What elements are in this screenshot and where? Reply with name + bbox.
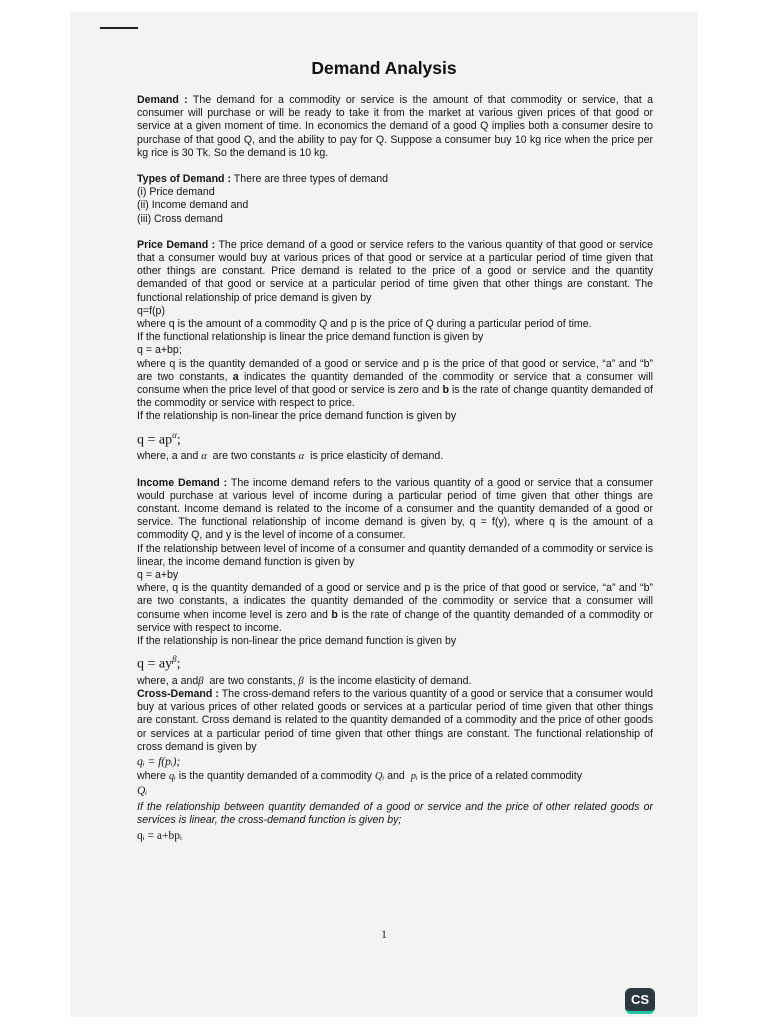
income-demand-linear-where: where, q is the quantity demanded of a good or service and p is the price of that good or service, “a” and “b” are two constants, a indicates the quantity demanded of the commodity or service that a consumer will consume when income level is zero and b is the rate of change of the quantity demanded of a commodity or service with respect to income. — [137, 582, 653, 634]
types-label: Types of Demand : — [137, 173, 231, 186]
cross-demand-label: Cross-Demand : — [137, 688, 219, 701]
price-demand-label: Price Demand : — [137, 238, 216, 251]
price-demand-text: The price demand of a good or service refers to the various quantity of that good or service that a consumer would buy at various prices of that good or service at a particular period of time given that other things are constant. Price demand is related to the price of a good or service and the quantity demanded of that good or service at a particular period of time given that other things are constant. The functional relationship of price demand is given by — [137, 238, 653, 304]
types-item: (i) Price demand — [137, 186, 215, 199]
demand-label: Demand : — [137, 94, 188, 106]
types-item: (ii) Income demand and — [137, 199, 249, 212]
demand-text: The demand for a commodity or service is the amount of that commodity or service, that a consumer will purchase or will be ready to take it from the market at various given prices of that good or service at a given moment of time. In economics the demand of a good Q implies both a consumer desire to purchase of that good Q, and the ability to pay for Q. Suppose a consumer buy 10 kg rice when the price per kg rice is 30 Tk. So the demand is 10 kg. — [137, 94, 653, 159]
cross-demand-where: where qᵢ is the quantity demanded of a commodity Qᵢ and pᵢ is the price of a related commodity — [137, 770, 582, 783]
pen-mark — [100, 27, 138, 29]
income-demand-linear-intro: If the relationship between level of income of a consumer and quantity demanded of a commodity or service is linear, the income demand function is given by — [137, 542, 653, 568]
cross-demand-text: The cross-demand refers to the various quantity of a good or service that a consumer would buy at various prices of other related goods or services at a particular period of time given that other things are constant. Cross demand is related to the quantity demanded of a commodity and the price of other goods or services at a particular period of time given that other things are constant. The functional relationship of cross demand is given by — [137, 688, 653, 753]
income-demand-nonlinear-where: where, a andβ are two constants, β is the income elasticity of demand. — [137, 674, 472, 687]
income-demand-text: The income demand refers to the various quantity of a good or service that a consumer would purchase at various level of income during a particular period of time given that other things are constant. Income demand is related to the income of a consumer and the quantity demanded of a good or service. The functional relationship of income demand is given by, q = f(y), where q is the amount of a commodity Q, and y is the level of income of a consumer. — [137, 476, 653, 542]
types-heading — [137, 173, 653, 186]
price-demand-nonlinear-intro: If the relationship is non-linear the price demand function is given by — [137, 410, 457, 423]
cross-demand-linear-intro: If the relationship between quantity demanded of a good or service and the price of other related goods or services is linear, the cross-demand function is given by; — [137, 801, 653, 827]
types-item: (iii) Cross demand — [137, 212, 223, 225]
price-demand-linear-intro: If the functional relationship is linear the price demand function is given by — [137, 331, 484, 344]
income-demand-paragraph — [137, 477, 653, 543]
price-demand-nonlinear-where: where, a and α are two constants α is price elasticity of demand. — [137, 450, 444, 463]
page-title: Demand Analysis — [311, 58, 457, 78]
cross-demand-linear-equation: qᵢ = a+bpᵢ — [137, 829, 182, 842]
demand-paragraph — [137, 94, 653, 160]
income-demand-nonlinear-equation: $q = ay^\beta$; — [137, 654, 181, 672]
camscanner-logo: CS — [625, 988, 655, 1014]
price-demand-equation: q=f(p) — [137, 304, 165, 317]
price-demand-linear-where: where q is the quantity demanded of a good or service and p is the price of that good or service, “a” and “b” are two constants, a indicates the quantity demanded of the commodity or service that a consumer will consume when the price level of that good or service is zero and b is the rate of change quantity demanded of the commodity or service with respect to price. — [137, 357, 653, 410]
price-demand-where: where q is the amount of a commodity Q and p is the price of Q during a particular period of time. — [137, 318, 592, 331]
price-demand-paragraph — [137, 239, 653, 305]
income-demand-nonlinear-intro: If the relationship is non-linear the price demand function is given by — [137, 634, 457, 647]
types-intro: There are three types of demand — [233, 173, 389, 186]
cross-demand-equation: qᵢ = f(pᵢ); — [137, 756, 181, 769]
cross-demand-where-symbol: Qᵢ — [137, 785, 148, 798]
price-demand-nonlinear-equation: $q = ap^\alpha$; — [137, 429, 181, 448]
page-number: 1 — [381, 927, 387, 941]
price-demand-linear-equation: q = a+bp; — [137, 344, 182, 357]
document-body — [137, 94, 653, 844]
income-demand-label: Income Demand : — [137, 476, 228, 489]
cross-demand-paragraph — [137, 688, 653, 754]
income-demand-linear-equation: q = a+by — [137, 568, 179, 581]
